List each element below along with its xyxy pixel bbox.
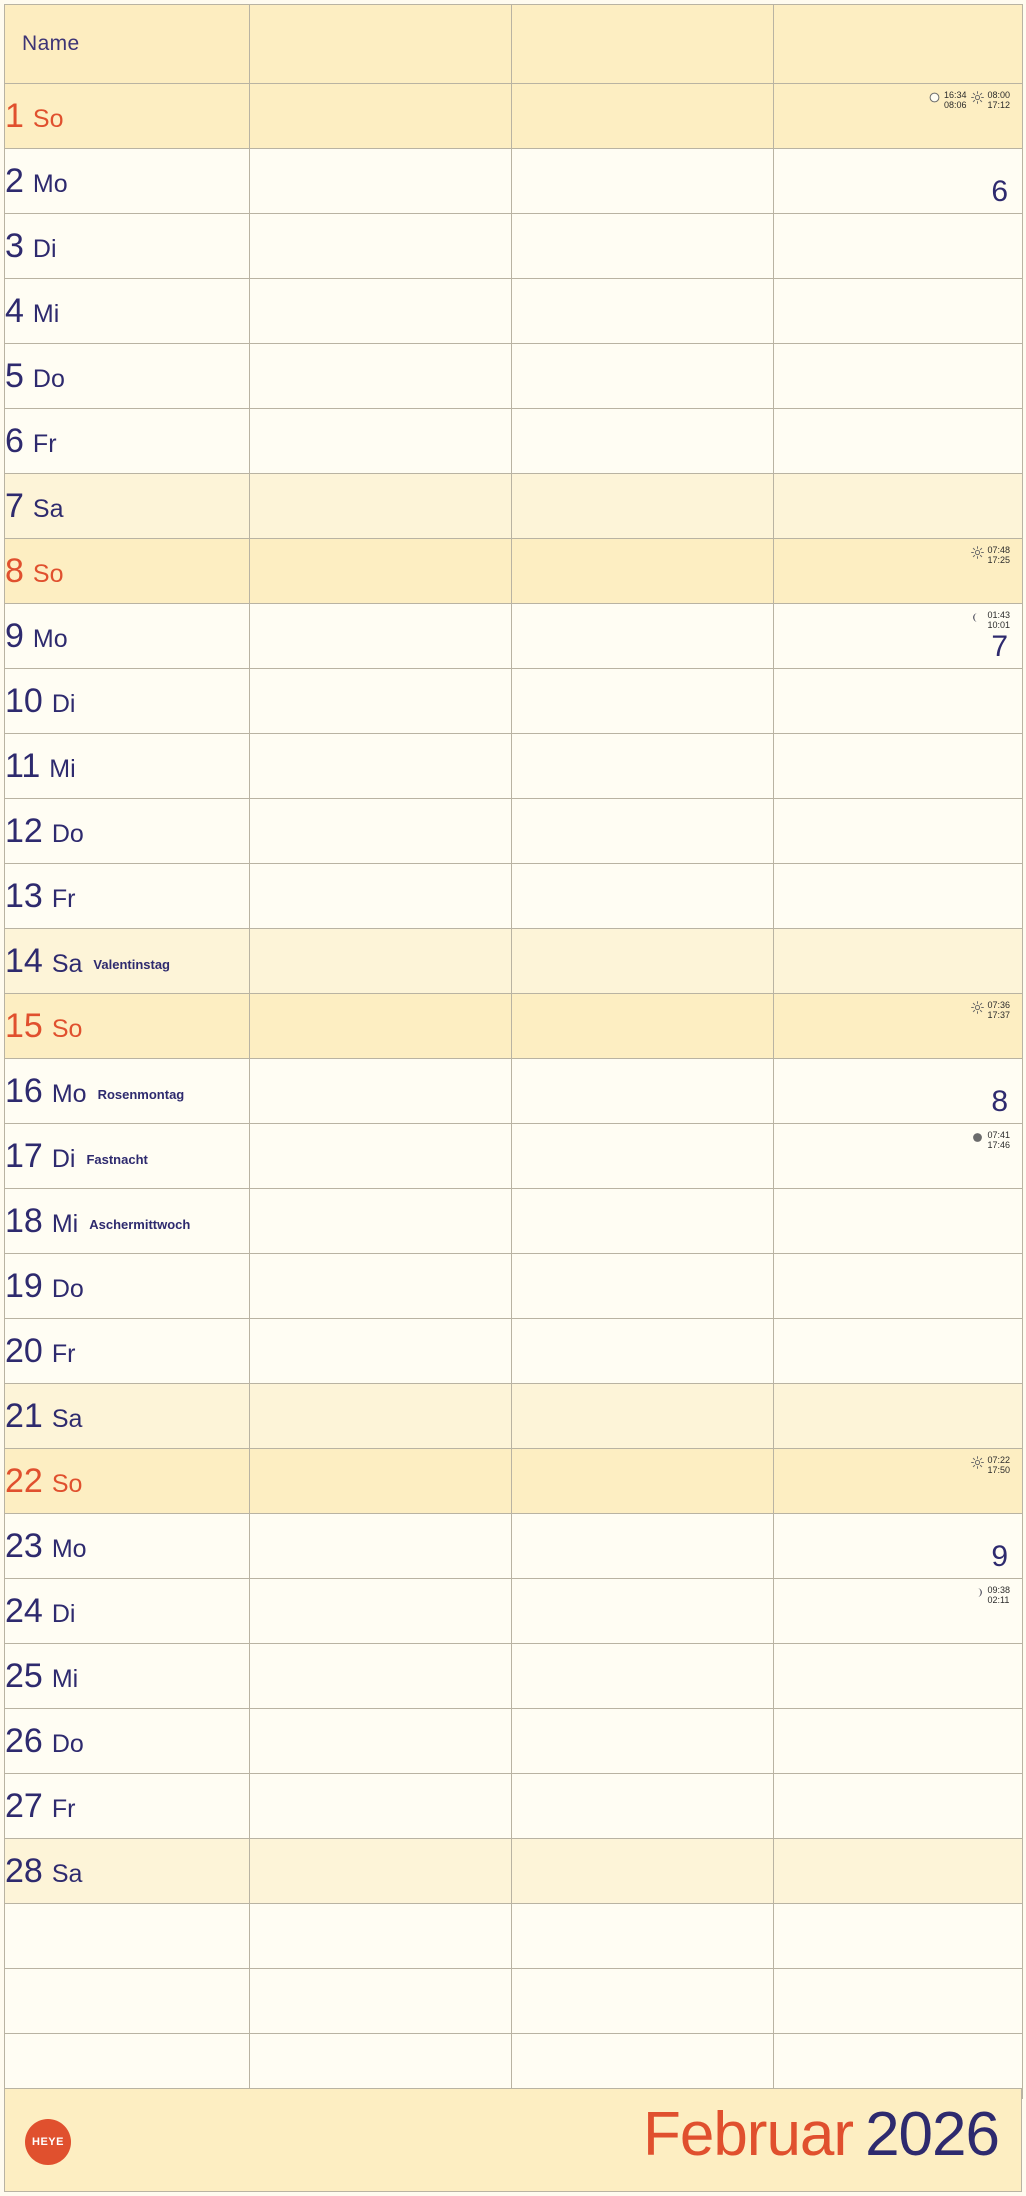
name-header-cell[interactable] (5, 5, 250, 84)
day-number: 26 (5, 1721, 43, 1760)
day-label-cell (5, 1839, 250, 1904)
astro-time-2: 17:46 (987, 1140, 1010, 1151)
holiday-name: Aschermittwoch (89, 1216, 191, 1232)
entry-cell-col-1[interactable] (250, 1839, 512, 1904)
entry-cell-col-1[interactable] (250, 474, 512, 539)
empty-cell[interactable] (5, 1969, 250, 2034)
entry-cell-col-1[interactable] (250, 84, 512, 149)
weekday-abbr: Fr (51, 1794, 76, 1823)
entry-cell-col-3[interactable] (774, 1254, 1023, 1319)
day-label-cell (5, 864, 250, 929)
day-row (5, 344, 1023, 409)
entry-cell-col-1[interactable] (250, 214, 512, 279)
empty-cell[interactable] (5, 1904, 250, 1969)
entry-cell-col-2[interactable] (512, 799, 774, 864)
entry-cell-col-2[interactable] (512, 409, 774, 474)
weekday-abbr: Mi (49, 754, 76, 783)
astro-time-2: 17:37 (987, 1010, 1010, 1021)
empty-cell[interactable] (512, 1969, 774, 2034)
weekday-abbr: Di (51, 1144, 76, 1173)
astro-info (971, 1455, 1010, 1475)
moon-last-quarter-icon (971, 611, 984, 624)
weekday-abbr: Fr (51, 884, 76, 913)
entry-cell-col-2[interactable] (512, 994, 774, 1059)
weekday-abbr: Do (32, 364, 65, 393)
entry-cell-col-2[interactable] (512, 1254, 774, 1319)
entry-cell-col-2[interactable] (512, 1189, 774, 1254)
astro-times (944, 90, 967, 110)
entry-cell-col-3[interactable] (774, 1449, 1023, 1514)
weekday-abbr: Di (51, 689, 76, 718)
day-row (5, 279, 1023, 344)
entry-cell-col-1[interactable] (250, 1059, 512, 1124)
entry-cell-col-2[interactable] (512, 539, 774, 604)
astro-info (971, 610, 1010, 630)
entry-cell-col-1[interactable] (250, 409, 512, 474)
astro-info (928, 90, 1010, 110)
astro-times (987, 1000, 1010, 1020)
day-number: 3 (5, 226, 24, 265)
weekday-abbr: Di (32, 234, 57, 263)
day-label-cell (5, 409, 250, 474)
astro-group (928, 90, 967, 110)
sun-icon (971, 1456, 984, 1469)
day-label-cell (5, 604, 250, 669)
day-number: 8 (5, 551, 24, 590)
entry-cell-col-2[interactable] (512, 1579, 774, 1644)
holiday-name: Valentinstag (93, 956, 170, 972)
day-row (5, 1644, 1023, 1709)
entry-cell-col-3[interactable] (774, 344, 1023, 409)
day-label-cell (5, 1579, 250, 1644)
day-label-cell (5, 1124, 250, 1189)
astro-time-2: 17:50 (987, 1465, 1010, 1476)
day-row (5, 1579, 1023, 1644)
astro-times (987, 1130, 1010, 1150)
entry-cell-col-1[interactable] (250, 344, 512, 409)
day-label-cell (5, 1774, 250, 1839)
astro-times (987, 1585, 1010, 1605)
day-label-cell (5, 279, 250, 344)
astro-time-1: 07:48 (987, 545, 1010, 555)
entry-cell-col-3[interactable] (774, 539, 1023, 604)
entry-cell-col-2[interactable] (512, 1774, 774, 1839)
day-label-cell (5, 1384, 250, 1449)
astro-time-1: 07:36 (987, 1000, 1010, 1010)
day-number: 4 (5, 291, 24, 330)
weekday-abbr: Mo (32, 624, 68, 653)
week-number: 8 (991, 1085, 1008, 1118)
entry-cell-col-3[interactable] (774, 214, 1023, 279)
weekday-abbr: Do (51, 819, 84, 848)
entry-cell-col-2[interactable] (512, 864, 774, 929)
weekday-abbr: So (51, 1014, 83, 1043)
entry-cell-col-2[interactable] (512, 1644, 774, 1709)
entry-cell-col-3[interactable] (774, 1644, 1023, 1709)
astro-time-2: 08:06 (943, 100, 967, 111)
day-number: 20 (5, 1331, 43, 1370)
entry-cell-col-1[interactable] (250, 1514, 512, 1579)
entry-cell-col-2[interactable] (512, 1709, 774, 1774)
weekday-abbr: Mi (32, 299, 60, 328)
entry-cell-col-2[interactable] (512, 604, 774, 669)
day-number: 23 (5, 1526, 43, 1565)
moon-first-quarter-icon (971, 1586, 984, 1599)
weekday-abbr: Do (51, 1274, 84, 1303)
day-number: 19 (5, 1266, 43, 1305)
entry-cell-col-2[interactable] (512, 1449, 774, 1514)
entry-cell-col-1[interactable] (250, 1319, 512, 1384)
astro-time-1: 07:41 (987, 1130, 1010, 1140)
weekday-abbr: So (32, 559, 64, 588)
weekday-abbr: Fr (32, 429, 57, 458)
weekday-abbr: So (32, 104, 64, 133)
weekday-abbr: Mo (51, 1079, 87, 1108)
year-number: 2026 (865, 2100, 999, 2169)
day-label-cell (5, 994, 250, 1059)
entry-cell-col-3[interactable] (774, 474, 1023, 539)
entry-cell-col-2[interactable] (512, 344, 774, 409)
day-label-cell (5, 84, 250, 149)
entry-cell-col-1[interactable] (250, 1124, 512, 1189)
day-row (5, 1709, 1023, 1774)
day-label-cell (5, 1709, 250, 1774)
entry-cell-col-2[interactable] (512, 1319, 774, 1384)
day-number: 15 (5, 1006, 43, 1045)
entry-cell-col-3[interactable] (774, 1839, 1023, 1904)
weekday-abbr: Mo (51, 1534, 87, 1563)
entry-cell-col-1[interactable] (250, 994, 512, 1059)
astro-group (971, 90, 1010, 110)
day-row (5, 1839, 1023, 1904)
day-number: 1 (5, 96, 24, 135)
entry-cell-col-1[interactable] (250, 1449, 512, 1514)
day-label-cell (5, 669, 250, 734)
day-number: 28 (5, 1851, 43, 1890)
entry-cell-col-3[interactable] (774, 84, 1023, 149)
entry-cell-col-2[interactable] (512, 1839, 774, 1904)
day-row (5, 734, 1023, 799)
astro-info (971, 1585, 1010, 1605)
header-row (5, 5, 1023, 84)
day-row (5, 604, 1023, 669)
day-number: 21 (5, 1396, 43, 1435)
day-number: 16 (5, 1071, 43, 1110)
entry-cell-col-3[interactable] (774, 864, 1023, 929)
entry-cell-col-3[interactable] (774, 734, 1023, 799)
astro-group (971, 1000, 1010, 1020)
entry-cell-col-3[interactable] (774, 994, 1023, 1059)
header-cell-col-1[interactable] (250, 5, 512, 84)
astro-time-2: 17:12 (987, 100, 1010, 111)
entry-cell-col-2[interactable] (512, 1059, 774, 1124)
day-row (5, 1124, 1023, 1189)
entry-cell-col-1[interactable] (250, 539, 512, 604)
day-number: 22 (5, 1461, 43, 1500)
moon-new-icon (928, 91, 941, 104)
weekday-abbr: Sa (32, 494, 64, 523)
day-number: 9 (5, 616, 24, 655)
astro-group (971, 1130, 1010, 1150)
holiday-name: Fastnacht (86, 1151, 148, 1167)
day-number: 5 (5, 356, 24, 395)
weekday-abbr: Mi (51, 1664, 79, 1693)
entry-cell-col-3[interactable] (774, 1514, 1023, 1579)
entry-cell-col-2[interactable] (512, 929, 774, 994)
empty-cell[interactable] (250, 1969, 512, 2034)
day-label-cell (5, 1449, 250, 1514)
name-label: Name (22, 32, 80, 55)
day-row (5, 1449, 1023, 1514)
sun-icon (971, 91, 984, 104)
day-row (5, 994, 1023, 1059)
astro-time-1: 09:38 (987, 1585, 1010, 1595)
entry-cell-col-1[interactable] (250, 799, 512, 864)
day-label-cell (5, 1514, 250, 1579)
day-row (5, 1059, 1023, 1124)
empty-cell[interactable] (250, 1904, 512, 1969)
day-label-cell (5, 1254, 250, 1319)
empty-row (5, 1904, 1023, 1969)
entry-cell-col-1[interactable] (250, 669, 512, 734)
day-label-cell (5, 734, 250, 799)
week-number: 7 (991, 630, 1008, 663)
day-number: 6 (5, 421, 24, 460)
weekday-abbr: Sa (51, 1404, 83, 1433)
day-row (5, 799, 1023, 864)
entry-cell-col-3[interactable] (774, 1384, 1023, 1449)
entry-cell-col-1[interactable] (250, 1709, 512, 1774)
day-row (5, 409, 1023, 474)
publisher-logo: HEYE (25, 2119, 71, 2165)
entry-cell-col-3[interactable] (774, 1579, 1023, 1644)
entry-cell-col-3[interactable] (774, 1124, 1023, 1189)
astro-group (971, 610, 1010, 630)
astro-info (971, 1130, 1010, 1150)
entry-cell-col-3[interactable] (774, 1774, 1023, 1839)
astro-group (971, 1585, 1010, 1605)
footer-bar (4, 2088, 1022, 2192)
entry-cell-col-2[interactable] (512, 1124, 774, 1189)
day-number: 18 (5, 1201, 43, 1240)
day-row (5, 1384, 1023, 1449)
empty-cell[interactable] (774, 1904, 1023, 1969)
entry-cell-col-2[interactable] (512, 1514, 774, 1579)
weekday-abbr: So (51, 1469, 83, 1498)
entry-cell-col-3[interactable] (774, 279, 1023, 344)
astro-time-2: 10:01 (987, 620, 1010, 631)
entry-cell-col-3[interactable] (774, 149, 1023, 214)
day-label-cell (5, 539, 250, 604)
day-row (5, 669, 1023, 734)
day-number: 17 (5, 1136, 43, 1175)
month-name: Februar (642, 2100, 854, 2169)
entry-cell-col-1[interactable] (250, 149, 512, 214)
sun-icon (971, 546, 984, 559)
entry-cell-col-2[interactable] (512, 734, 774, 799)
entry-cell-col-3[interactable] (774, 1319, 1023, 1384)
astro-group (971, 1455, 1010, 1475)
weekday-abbr: Fr (51, 1339, 76, 1368)
day-row (5, 1514, 1023, 1579)
empty-row (5, 1969, 1023, 2034)
entry-cell-col-3[interactable] (774, 409, 1023, 474)
day-number: 7 (5, 486, 24, 525)
day-number: 14 (5, 941, 43, 980)
entry-cell-col-3[interactable] (774, 1189, 1023, 1254)
day-number: 2 (5, 161, 24, 200)
day-label-cell (5, 1059, 250, 1124)
day-row (5, 1319, 1023, 1384)
entry-cell-col-2[interactable] (512, 474, 774, 539)
entry-cell-col-3[interactable] (774, 929, 1023, 994)
entry-cell-col-1[interactable] (250, 929, 512, 994)
day-label-cell (5, 929, 250, 994)
weekday-abbr: Di (51, 1599, 76, 1628)
weekday-abbr: Sa (51, 949, 83, 978)
holiday-name: Rosenmontag (97, 1086, 185, 1102)
astro-times (987, 610, 1010, 630)
month-title (643, 2099, 999, 2170)
astro-info (971, 1000, 1010, 1020)
entry-cell-col-1[interactable] (250, 1384, 512, 1449)
entry-cell-col-2[interactable] (512, 84, 774, 149)
day-number: 13 (5, 876, 43, 915)
entry-cell-col-2[interactable] (512, 149, 774, 214)
sun-icon (971, 1001, 984, 1014)
astro-time-2: 17:25 (987, 555, 1010, 566)
day-row (5, 214, 1023, 279)
weekday-abbr: Do (51, 1729, 84, 1758)
day-row (5, 864, 1023, 929)
day-label-cell (5, 799, 250, 864)
astro-time-1: 16:34 (943, 90, 967, 100)
entry-cell-col-1[interactable] (250, 279, 512, 344)
day-row (5, 84, 1023, 149)
entry-cell-col-1[interactable] (250, 1189, 512, 1254)
entry-cell-col-3[interactable] (774, 1059, 1023, 1124)
entry-cell-col-1[interactable] (250, 1774, 512, 1839)
header-cell-col-3[interactable] (774, 5, 1023, 84)
astro-time-1: 08:00 (987, 90, 1010, 100)
week-number: 9 (991, 1540, 1008, 1573)
astro-times (987, 545, 1010, 565)
day-label-cell (5, 214, 250, 279)
astro-info (971, 545, 1010, 565)
day-label-cell (5, 474, 250, 539)
entry-cell-col-3[interactable] (774, 799, 1023, 864)
astro-times (987, 1455, 1010, 1475)
day-label-cell (5, 344, 250, 409)
entry-cell-col-1[interactable] (250, 1579, 512, 1644)
astro-times (987, 90, 1010, 110)
moon-full-icon (971, 1131, 984, 1144)
entry-cell-col-3[interactable] (774, 604, 1023, 669)
weekday-abbr: Mi (51, 1209, 79, 1238)
calendar-grid (4, 4, 1023, 2099)
entry-cell-col-1[interactable] (250, 734, 512, 799)
day-number: 25 (5, 1656, 43, 1695)
entry-cell-col-2[interactable] (512, 214, 774, 279)
day-label-cell (5, 149, 250, 214)
day-label-cell (5, 1189, 250, 1254)
entry-cell-col-1[interactable] (250, 1254, 512, 1319)
day-row (5, 1254, 1023, 1319)
empty-cell[interactable] (512, 1904, 774, 1969)
weekday-abbr: Mo (32, 169, 68, 198)
day-label-cell (5, 1644, 250, 1709)
entry-cell-col-2[interactable] (512, 279, 774, 344)
day-number: 10 (5, 681, 43, 720)
entry-cell-col-2[interactable] (512, 669, 774, 734)
day-number: 11 (5, 746, 41, 785)
day-row (5, 149, 1023, 214)
day-row (5, 1189, 1023, 1254)
entry-cell-col-3[interactable] (774, 669, 1023, 734)
day-number: 24 (5, 1591, 43, 1630)
week-number: 6 (991, 175, 1008, 208)
day-label-cell (5, 1319, 250, 1384)
day-row (5, 539, 1023, 604)
entry-cell-col-2[interactable] (512, 1384, 774, 1449)
entry-cell-col-1[interactable] (250, 1644, 512, 1709)
day-row (5, 929, 1023, 994)
day-number: 27 (5, 1786, 43, 1825)
entry-cell-col-1[interactable] (250, 604, 512, 669)
header-cell-col-2[interactable] (512, 5, 774, 84)
weekday-abbr: Sa (51, 1859, 83, 1888)
day-number: 12 (5, 811, 43, 850)
entry-cell-col-1[interactable] (250, 864, 512, 929)
astro-time-2: 02:11 (987, 1595, 1010, 1606)
day-row (5, 474, 1023, 539)
astro-group (971, 545, 1010, 565)
empty-cell[interactable] (774, 1969, 1023, 2034)
astro-time-1: 07:22 (987, 1455, 1010, 1465)
entry-cell-col-3[interactable] (774, 1709, 1023, 1774)
astro-time-1: 01:43 (987, 610, 1010, 620)
day-row (5, 1774, 1023, 1839)
